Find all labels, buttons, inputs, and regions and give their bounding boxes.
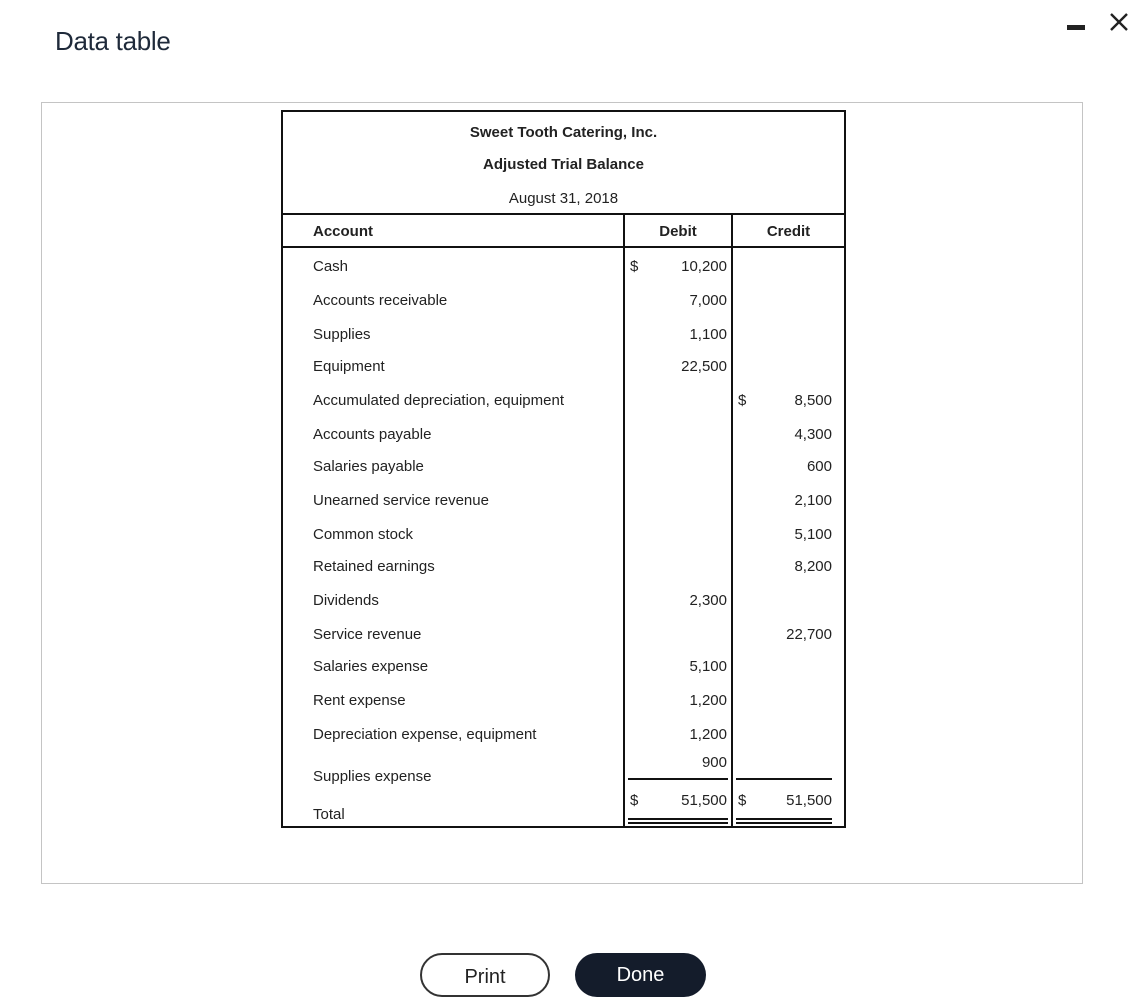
- account-name: Accounts receivable: [313, 292, 448, 309]
- table-row: [283, 450, 844, 484]
- close-button[interactable]: [1106, 8, 1132, 36]
- credit-column-header: Credit: [733, 215, 844, 248]
- account-name: Salaries payable: [313, 458, 424, 475]
- debit-amount: 1,200: [689, 692, 727, 709]
- account-name: Accounts payable: [313, 426, 432, 443]
- statement-date: August 31, 2018: [508, 190, 619, 207]
- credit-subtotal-rule: [736, 778, 832, 780]
- account-name: Cash: [313, 258, 349, 275]
- account-name: Supplies expense: [313, 768, 432, 785]
- debit-total-amount: 51,500: [681, 792, 727, 809]
- debit-amount: 1,100: [689, 326, 727, 343]
- debit-amount: 2,300: [689, 592, 727, 609]
- credit-amount: 22,700: [786, 626, 832, 643]
- total-row: [283, 784, 844, 823]
- debit-column-header: Debit: [625, 215, 731, 248]
- table-row: [283, 418, 844, 452]
- debit-amount: 10,200: [681, 258, 727, 275]
- dialog-title: Data table: [55, 26, 171, 56]
- account-name: Accumulated depreciation, equipment: [313, 392, 564, 409]
- debit-amount: 1,200: [689, 726, 727, 743]
- trial-balance-table: [281, 110, 846, 828]
- account-name: Depreciation expense, equipment: [313, 726, 537, 743]
- minimize-button[interactable]: [1064, 8, 1088, 42]
- credit-amount: 5,100: [794, 526, 832, 543]
- debit-currency-symbol: $: [630, 792, 639, 809]
- credit-amount: 8,200: [794, 558, 832, 575]
- debit-amount: 5,100: [689, 658, 727, 675]
- debit-amount: 22,500: [681, 358, 727, 375]
- debit-total-rule: [628, 818, 728, 820]
- statement-name: Adjusted Trial Balance: [483, 156, 644, 173]
- table-row: [283, 618, 844, 652]
- credit-currency-symbol: $: [738, 392, 747, 409]
- table-row: [283, 350, 844, 384]
- account-name: Supplies: [313, 326, 371, 343]
- company-name: Sweet Tooth Catering, Inc.: [469, 124, 658, 141]
- statement-header: [283, 112, 844, 215]
- table-row: [283, 584, 844, 618]
- minimize-icon: [1067, 25, 1085, 30]
- close-icon: [1108, 11, 1130, 33]
- credit-total-rule: [736, 818, 832, 820]
- credit-amount: 600: [806, 458, 832, 475]
- credit-amount: 4,300: [794, 426, 832, 443]
- table-row: [283, 484, 844, 518]
- credit-total-amount: 51,500: [786, 792, 832, 809]
- credit-amount: 2,100: [794, 492, 832, 509]
- debit-subtotal-rule: [628, 778, 728, 780]
- account-column-header: Account: [283, 215, 623, 248]
- credit-total-rule: [736, 822, 832, 824]
- debit-total-rule: [628, 822, 728, 824]
- table-row: [283, 684, 844, 718]
- account-name: Common stock: [313, 526, 414, 543]
- table-row: [283, 384, 844, 418]
- credit-currency-symbol: $: [738, 792, 747, 809]
- account-name: Salaries expense: [313, 658, 429, 675]
- table-row: [283, 284, 844, 318]
- credit-amount: 8,500: [794, 392, 832, 409]
- account-name: Rent expense: [313, 692, 406, 709]
- debit-currency-symbol: $: [630, 258, 639, 275]
- table-row: [283, 550, 844, 584]
- debit-amount: 7,000: [689, 292, 727, 309]
- table-row: [283, 318, 844, 352]
- print-button[interactable]: Print: [420, 953, 550, 997]
- table-row: [283, 746, 844, 785]
- table-row: [283, 650, 844, 684]
- total-label: Total: [313, 806, 345, 823]
- account-name: Service revenue: [313, 626, 422, 643]
- account-name: Unearned service revenue: [313, 492, 489, 509]
- account-name: Dividends: [313, 592, 379, 609]
- table-row: [283, 250, 844, 284]
- table-row: [283, 518, 844, 552]
- debit-amount: 900: [701, 754, 727, 771]
- done-button[interactable]: Done: [575, 953, 706, 997]
- account-name: Equipment: [313, 358, 385, 375]
- account-name: Retained earnings: [313, 558, 435, 575]
